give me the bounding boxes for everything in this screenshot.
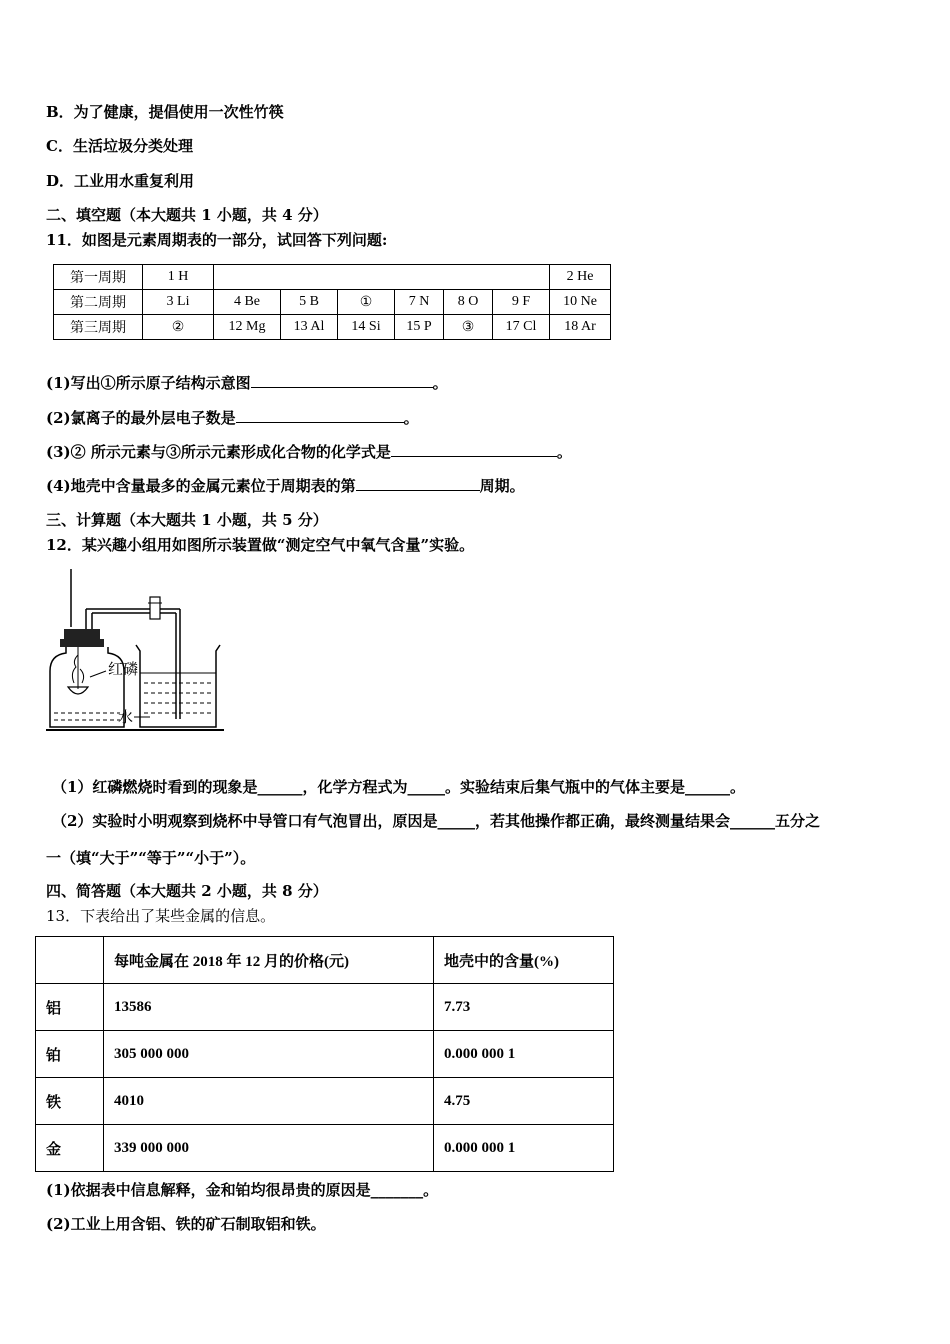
table-cell: 15 P <box>395 315 444 340</box>
table-row <box>54 290 611 315</box>
question-13-stem: 13．下表给出了某些金属的信息。 <box>46 907 276 925</box>
red-phosphorus-label: 红磷 <box>108 660 139 678</box>
option-d: D．工业用水重复利用 <box>46 172 195 190</box>
answer-blank <box>251 373 433 388</box>
table-row <box>54 265 611 290</box>
table-cell: 铂 <box>36 1031 104 1078</box>
table-cell: 7 N <box>395 290 444 315</box>
question-11-2 <box>46 407 419 428</box>
metal-info-table <box>35 936 614 1172</box>
spring-clamp <box>150 597 160 619</box>
table-cell: ③ <box>444 315 493 340</box>
table-row <box>36 1031 614 1078</box>
option-c: C．生活垃圾分类处理 <box>46 137 193 155</box>
table-row <box>54 315 611 340</box>
table-cell: 4010 <box>104 1078 434 1125</box>
option-b: B．为了健康，提倡使用一次性竹筷 <box>46 103 284 121</box>
table-row <box>36 937 614 984</box>
question-text: (3)② 所示元素与③所示元素形成化合物的化学式是 <box>46 443 391 461</box>
question-12-2-continued: 一（填“大于”“等于”“小于”）。 <box>46 849 256 867</box>
table-cell: 3 Li <box>143 290 214 315</box>
question-text: (2)氯离子的最外层电子数是 <box>46 409 236 427</box>
table-cell: 12 Mg <box>214 315 281 340</box>
question-13-2: (2)工业上用含铝、铁的矿石制取铝和铁。 <box>46 1215 326 1233</box>
table-cell: 305 000 000 <box>104 1031 434 1078</box>
table-cell: 9 F <box>493 290 550 315</box>
answer-blank <box>236 408 404 423</box>
table-cell <box>214 265 550 290</box>
table-cell: 4.75 <box>434 1078 614 1125</box>
table-row <box>36 1078 614 1125</box>
table-header-cell: 每吨金属在 2018 年 12 月的价格(元) <box>104 937 434 984</box>
table-cell: 13586 <box>104 984 434 1031</box>
question-text: 。 <box>432 374 448 392</box>
table-cell: 14 Si <box>338 315 395 340</box>
section-heading-fill: 二、填空题（本大题共 1 小题，共 4 分） <box>46 206 328 224</box>
question-12-2: （2）实验时小明观察到烧杯中导管口有气泡冒出，原因是_____，若其他操作都正确，最终测量结果会______五分之 <box>52 812 820 830</box>
label-leader <box>90 671 106 677</box>
question-text: 。 <box>556 443 572 461</box>
table-cell: 铝 <box>36 984 104 1031</box>
table-cell: 第三周期 <box>54 315 143 340</box>
table-cell: 8 O <box>444 290 493 315</box>
answer-blank <box>356 476 480 491</box>
table-cell: 2 He <box>550 265 611 290</box>
table-cell: 0.000 000 1 <box>434 1031 614 1078</box>
table-cell: ② <box>143 315 214 340</box>
question-text: (4)地壳中含量最多的金属元素位于周期表的第 <box>46 477 356 495</box>
question-text: 。 <box>403 409 419 427</box>
question-text: 周期。 <box>479 477 525 495</box>
table-cell: 339 000 000 <box>104 1125 434 1172</box>
question-13-1: (1)依据表中信息解释，金和铂均很昂贵的原因是_______。 <box>46 1181 439 1199</box>
table-cell: 17 Cl <box>493 315 550 340</box>
table-row <box>36 1125 614 1172</box>
beaker <box>136 645 220 727</box>
table-cell: ① <box>338 290 395 315</box>
question-12-1: （1）红磷燃烧时看到的现象是______，化学方程式为_____。实验结束后集气瓶中的气体主要是______。 <box>52 778 745 796</box>
question-12-stem: 12．某兴趣小组用如图所示装置做“测定空气中氧气含量”实验。 <box>46 536 475 554</box>
table-cell: 金 <box>36 1125 104 1172</box>
table-cell: 13 Al <box>281 315 338 340</box>
table-cell: 4 Be <box>214 290 281 315</box>
section-heading-calc: 三、计算题（本大题共 1 小题，共 5 分） <box>46 511 328 529</box>
table-row <box>36 984 614 1031</box>
table-cell: 18 Ar <box>550 315 611 340</box>
table-cell: 第一周期 <box>54 265 143 290</box>
experiment-apparatus-figure <box>40 565 230 735</box>
water-label: 水 <box>118 708 134 726</box>
table-header-cell <box>36 937 104 984</box>
periodic-table-fragment <box>53 264 611 340</box>
table-cell: 7.73 <box>434 984 614 1031</box>
rubber-stopper <box>60 639 104 647</box>
table-cell: 铁 <box>36 1078 104 1125</box>
question-11-3 <box>46 441 572 462</box>
question-11-4 <box>46 475 525 496</box>
question-11-stem: 11．如图是元素周期表的一部分，试回答下列问题: <box>46 231 388 249</box>
table-cell: 1 H <box>143 265 214 290</box>
table-cell: 0.000 000 1 <box>434 1125 614 1172</box>
section-heading-short-answer: 四、简答题（本大题共 2 小题，共 8 分） <box>46 882 328 900</box>
table-cell: 10 Ne <box>550 290 611 315</box>
table-header-cell: 地壳中的含量(%) <box>434 937 614 984</box>
table-cell: 第二周期 <box>54 290 143 315</box>
answer-blank <box>391 442 557 457</box>
question-11-1 <box>46 372 448 393</box>
question-text: (1)写出①所示原子结构示意图 <box>46 374 251 392</box>
table-cell: 5 B <box>281 290 338 315</box>
